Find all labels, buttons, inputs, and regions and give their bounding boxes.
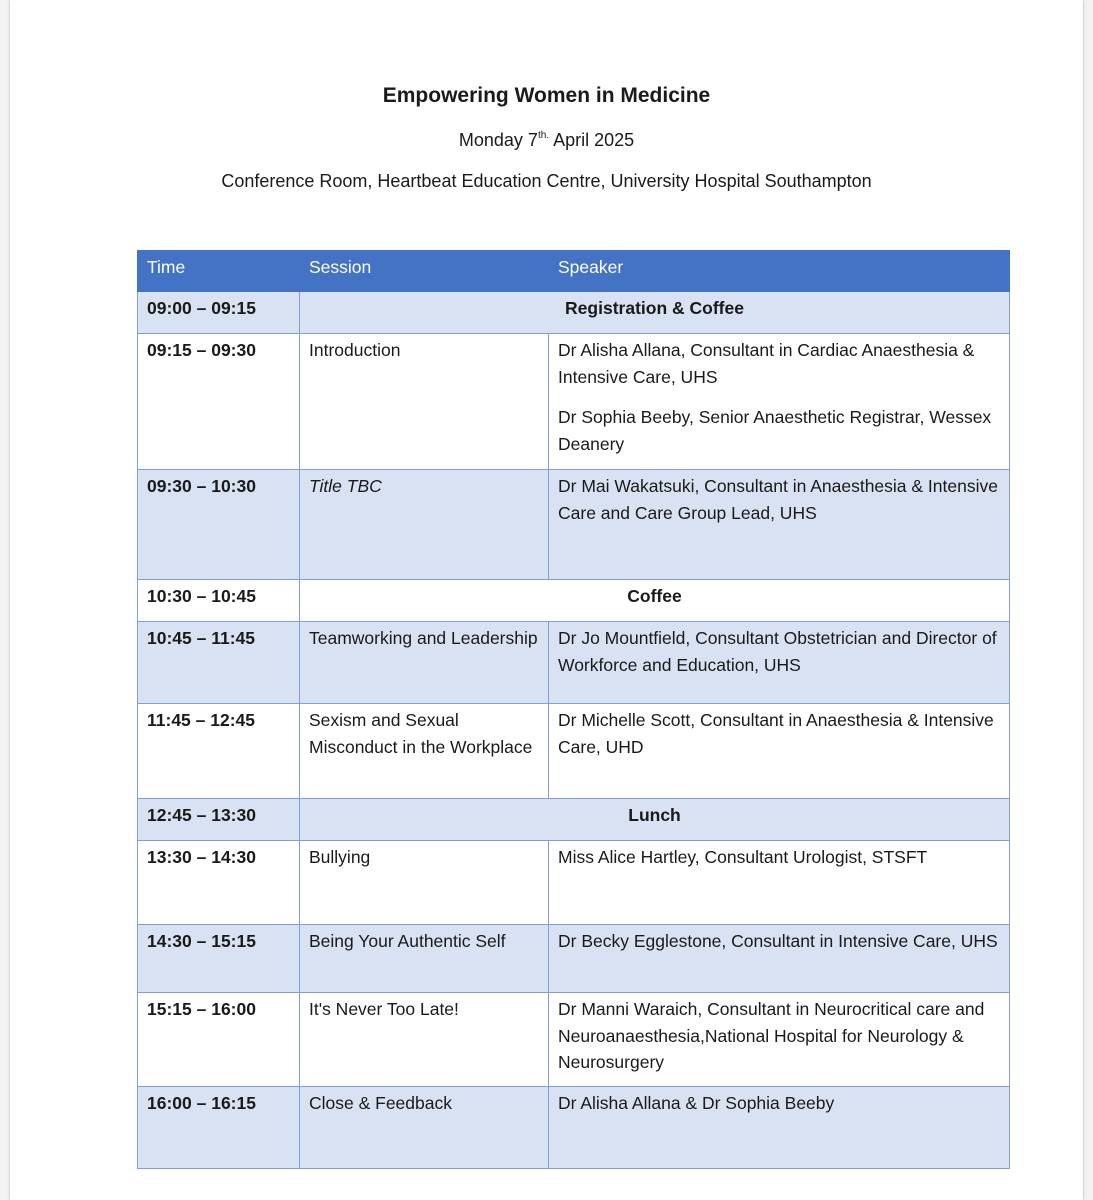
column-header-speaker: Speaker bbox=[549, 251, 1010, 292]
break-label: Coffee bbox=[300, 580, 1010, 622]
row-speaker: Miss Alice Hartley, Consultant Urologist, STSFT bbox=[549, 841, 1010, 925]
table-row bbox=[138, 334, 1010, 470]
table-row bbox=[138, 993, 1010, 1087]
agenda-header-row bbox=[138, 251, 1010, 292]
table-row bbox=[138, 841, 1010, 925]
row-time: 10:45 – 11:45 bbox=[138, 622, 300, 704]
table-row bbox=[138, 704, 1010, 799]
column-header-session: Session bbox=[300, 251, 549, 292]
speaker-line: Dr Alisha Allana, Consultant in Cardiac Anaesthesia & Intensive Care, UHS bbox=[558, 340, 975, 387]
table-row bbox=[138, 292, 1010, 334]
row-session: Bullying bbox=[300, 841, 549, 925]
row-speaker: Dr Manni Waraich, Consultant in Neurocritical care and Neuroanaesthesia,National Hospital for Neurology & Neurosurgery bbox=[549, 993, 1010, 1087]
row-time: 12:45 – 13:30 bbox=[138, 799, 300, 841]
row-speaker: Dr Alisha Allana & Dr Sophia Beeby bbox=[549, 1087, 1010, 1169]
table-row bbox=[138, 580, 1010, 622]
row-time: 11:45 – 12:45 bbox=[138, 704, 300, 799]
break-label: Registration & Coffee bbox=[300, 292, 1010, 334]
table-row bbox=[138, 799, 1010, 841]
row-session: Title TBC bbox=[300, 470, 549, 580]
row-time: 10:30 – 10:45 bbox=[138, 580, 300, 622]
table-row bbox=[138, 470, 1010, 580]
document-page bbox=[10, 0, 1083, 1200]
break-label: Lunch bbox=[300, 799, 1010, 841]
date-prefix: Monday 7 bbox=[458, 130, 538, 150]
row-speaker: Dr Mai Wakatsuki, Consultant in Anaesthesia & Intensive Care and Care Group Lead, UHS bbox=[549, 470, 1010, 580]
document-title: Empowering Women in Medicine bbox=[382, 84, 711, 107]
date-suffix: April 2025 bbox=[549, 130, 635, 150]
row-time: 09:30 – 10:30 bbox=[138, 470, 300, 580]
row-session: Being Your Authentic Self bbox=[300, 925, 549, 993]
row-time: 13:30 – 14:30 bbox=[138, 841, 300, 925]
speaker-line: Dr Sophia Beeby, Senior Anaesthetic Registrar, Wessex Deanery bbox=[558, 407, 992, 454]
table-row bbox=[138, 622, 1010, 704]
row-time: 16:00 – 16:15 bbox=[138, 1087, 300, 1169]
row-time: 09:15 – 09:30 bbox=[138, 334, 300, 470]
row-time: 14:30 – 15:15 bbox=[138, 925, 300, 993]
row-speaker: Dr Jo Mountfield, Consultant Obstetrician and Director of Workforce and Education, UHS bbox=[549, 622, 1010, 704]
row-session: It's Never Too Late! bbox=[300, 993, 549, 1087]
row-session: Teamworking and Leadership bbox=[300, 622, 549, 704]
row-session: Close & Feedback bbox=[300, 1087, 549, 1169]
date-superscript: th. bbox=[537, 130, 550, 141]
row-speaker: Dr Michelle Scott, Consultant in Anaesthesia & Intensive Care, UHD bbox=[549, 704, 1010, 799]
row-time: 15:15 – 16:00 bbox=[138, 993, 300, 1087]
row-speaker bbox=[549, 334, 1010, 470]
row-session: Sexism and Sexual Misconduct in the Workplace bbox=[300, 704, 549, 799]
column-header-time: Time bbox=[138, 251, 300, 292]
table-row bbox=[138, 1087, 1010, 1169]
row-session: Introduction bbox=[300, 334, 549, 470]
table-row bbox=[138, 925, 1010, 993]
event-date bbox=[10, 130, 1083, 151]
row-speaker: Dr Becky Egglestone, Consultant in Intensive Care, UHS bbox=[549, 925, 1010, 993]
event-venue: Conference Room, Heartbeat Education Centre, University Hospital Southampton bbox=[221, 171, 872, 191]
agenda-table bbox=[137, 250, 1010, 1169]
row-time: 09:00 – 09:15 bbox=[138, 292, 300, 334]
